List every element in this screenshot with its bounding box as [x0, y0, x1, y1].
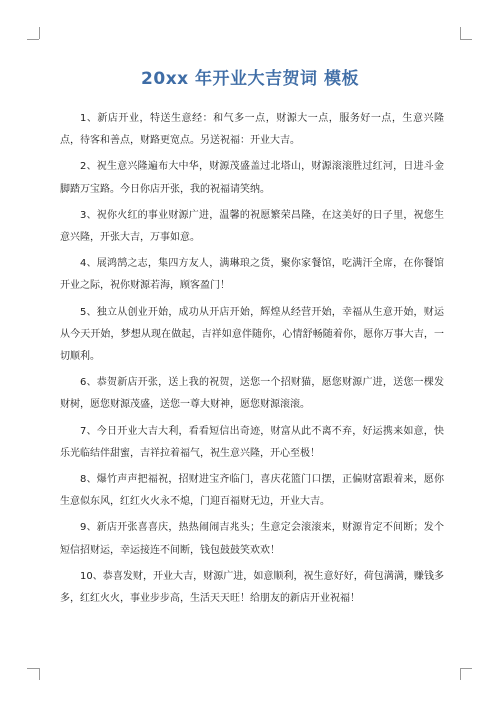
crop-mark-bottom-right	[460, 668, 461, 680]
paragraph-2: 2、祝生意兴隆遍布大中华，财源茂盛盖过北塔山，财源滚滚胜过红河，日进斗金脚踏万宝路。今日你店开张，我的祝福请笑纳。	[60, 161, 444, 195]
crop-mark-top-right	[460, 27, 461, 39]
paragraph-1: 1、新店开业，特送生意经：和气多一点，财源大一点，服务好一点，生意兴隆点，待客和善点，财路更宽点。另送祝福：开业大吉。	[60, 113, 444, 147]
paragraph-6: 6、恭贺新店开张，送上我的祝贺，送您一个招财猫，愿您财源广进，送您一棵发财树，愿您财源茂盛，送您一尊大财神，愿您财源滚滚。	[60, 377, 444, 411]
paragraph-3: 3、祝你火红的事业财源广进，温馨的祝愿繁荣昌隆，在这美好的日子里，祝您生意兴隆，开张大吉，万事如意。	[60, 209, 444, 244]
paragraph-8: 8、爆竹声声把福祝，招财进宝齐临门，喜庆花篮门口摆，正偏财富跟着来，愿你生意似东风，红红火火永不熄，门迎百福财无边，开业大吉。	[60, 474, 444, 508]
paragraph-10: 10、恭喜发财，开业大吉，财源广进，如意顺利，祝生意好好，荷包满满，赚钱多多，红红火火，事业步步高，生活天天旺！给朋友的新店开业祝福！	[60, 570, 444, 605]
document-body	[60, 108, 444, 614]
crop-mark-top-left	[39, 27, 40, 39]
crop-mark-top-left	[27, 39, 39, 40]
paragraph-9: 9、新店开张喜喜庆，热热闹闹吉兆头；生意定会滚滚来，财源肯定不间断；发个短信招财运，幸运接连不间断，钱包鼓鼓笑欢欢！	[60, 522, 444, 556]
paragraph-7: 7、今日开业大吉大利，看看短信出奇迹，财富从此不离不弃，好运携来如意，快乐光临结伴甜蜜，吉祥拉着福气，祝生意兴隆，开心至极！	[60, 425, 444, 459]
crop-mark-top-right	[460, 39, 472, 40]
crop-mark-bottom-left	[39, 668, 40, 680]
document-title: 20xx 年开业大吉贺词 模板	[141, 69, 359, 89]
crop-mark-bottom-left	[27, 668, 39, 669]
paragraph-4: 4、展鸿鹄之志，集四方友人，满琳琅之货，聚你家餐馆，吃满汗全席，在你餐馆开业之际，祝你财源若海，顾客盈门！	[60, 258, 444, 292]
paragraph-5: 5、独立从创业开始，成功从开店开始，辉煌从经营开始，幸福从生意开始，财运从今天开始，梦想从现在做起，吉祥如意伴随你，心情舒畅随着你，愿你万事大吉，一切顺利。	[60, 306, 444, 363]
crop-mark-bottom-right	[460, 668, 472, 669]
